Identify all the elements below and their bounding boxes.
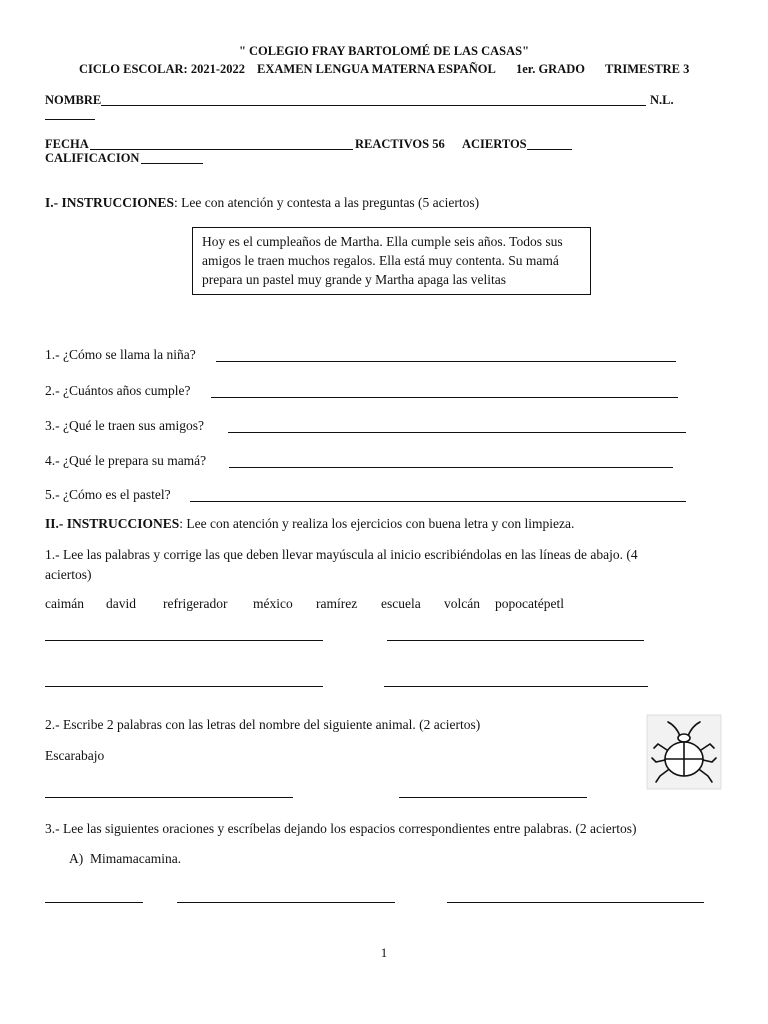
aciertos-field[interactable] — [527, 149, 572, 150]
exercise-1-text: 1.- Lee las palabras y corrige las que deben llevar mayúscula al inicio escribiéndolas en las líneas de abajo. (4 — [45, 547, 638, 562]
answer-2-line[interactable] — [211, 397, 678, 398]
school-name: " COLEGIO FRAY BARTOLOMÉ DE LAS CASAS" — [238, 44, 530, 58]
word-caiman: caimán — [45, 596, 84, 611]
school-cycle: CICLO ESCOLAR: 2021-2022 — [79, 62, 245, 76]
word-refrigerador: refrigerador — [163, 596, 228, 611]
word-volcan: volcán — [444, 596, 480, 611]
exam-grade: 1er. GRADO — [516, 62, 585, 76]
word-escuela: escuela — [381, 596, 421, 611]
fecha-field[interactable] — [90, 149, 353, 150]
question-2: 2.- ¿Cuántos años cumple? — [45, 383, 191, 398]
exam-term: TRIMESTRE 3 — [605, 62, 690, 76]
reactivos-label: REACTIVOS 56 — [355, 137, 445, 151]
fecha-label: FECHA — [45, 137, 89, 151]
word-ramirez: ramírez — [316, 596, 358, 611]
ex3-line-2[interactable] — [177, 902, 395, 903]
section2-instruction-text: : Lee con atención y realiza los ejercicios con buena letra y con limpieza. — [179, 516, 575, 531]
ex1-line-4[interactable] — [384, 686, 648, 687]
answer-1-line[interactable] — [216, 361, 676, 362]
aciertos-label: ACIERTOS — [462, 137, 527, 151]
section2-heading: II.- INSTRUCCIONES — [45, 516, 180, 531]
word-popocatepetl: popocatépetl — [495, 596, 564, 611]
word-david: david — [106, 596, 136, 611]
ex2-line-2[interactable] — [399, 797, 587, 798]
word-mexico: méxico — [253, 596, 293, 611]
answer-4-line[interactable] — [229, 467, 673, 468]
answer-3-line[interactable] — [228, 432, 686, 433]
answer-5-line[interactable] — [190, 501, 686, 502]
ex1-line-3[interactable] — [45, 686, 323, 687]
calificacion-label: CALIFICACION — [45, 151, 140, 165]
section2-instructions — [45, 516, 574, 532]
page-number: 1 — [380, 945, 388, 960]
ex1-line-1[interactable] — [45, 640, 323, 641]
animal-name: Escarabajo — [45, 748, 105, 763]
calificacion-field[interactable] — [141, 163, 203, 164]
section1-heading: I.- INSTRUCCIONES — [45, 195, 175, 210]
ex1-line-2[interactable] — [387, 640, 644, 641]
exercise-2-text: 2.- Escribe 2 palabras con las letras del nombre del siguiente animal. (2 aciertos) — [45, 717, 481, 732]
story-box: Hoy es el cumpleaños de Martha. Ella cumple seis años. Todos sus amigos le traen muchos regalos. Ella está muy contenta. Su mamá prepara un pastel muy grande y Martha apaga las velitas — [192, 227, 591, 295]
nl-field[interactable] — [45, 119, 95, 120]
section1-instruction-text: : Lee con atención y contesta a las preguntas (5 aciertos) — [174, 195, 480, 210]
ex3-line-3[interactable] — [447, 902, 704, 903]
exam-title: EXAMEN LENGUA MATERNA ESPAÑOL — [257, 62, 496, 76]
ex2-line-1[interactable] — [45, 797, 293, 798]
exercise-1-text-cont: aciertos) — [45, 567, 92, 582]
sentence-a-label: A) — [69, 851, 84, 866]
section1-instructions — [45, 195, 479, 211]
nombre-label: NOMBRE — [45, 93, 102, 107]
sentence-a: Mimamacamina. — [90, 851, 182, 866]
beetle-icon — [646, 714, 722, 790]
nl-label: N.L. — [650, 93, 674, 107]
question-3: 3.- ¿Qué le traen sus amigos? — [45, 418, 204, 433]
exercise-3-text: 3.- Lee las siguientes oraciones y escríbelas dejando los espacios correspondientes entre palabras. (2 aciertos) — [45, 821, 637, 836]
question-4: 4.- ¿Qué le prepara su mamá? — [45, 453, 207, 468]
ex3-line-1[interactable] — [45, 902, 143, 903]
question-5: 5.- ¿Cómo es el pastel? — [45, 487, 171, 502]
nombre-field[interactable] — [101, 105, 646, 106]
question-1: 1.- ¿Cómo se llama la niña? — [45, 347, 196, 362]
